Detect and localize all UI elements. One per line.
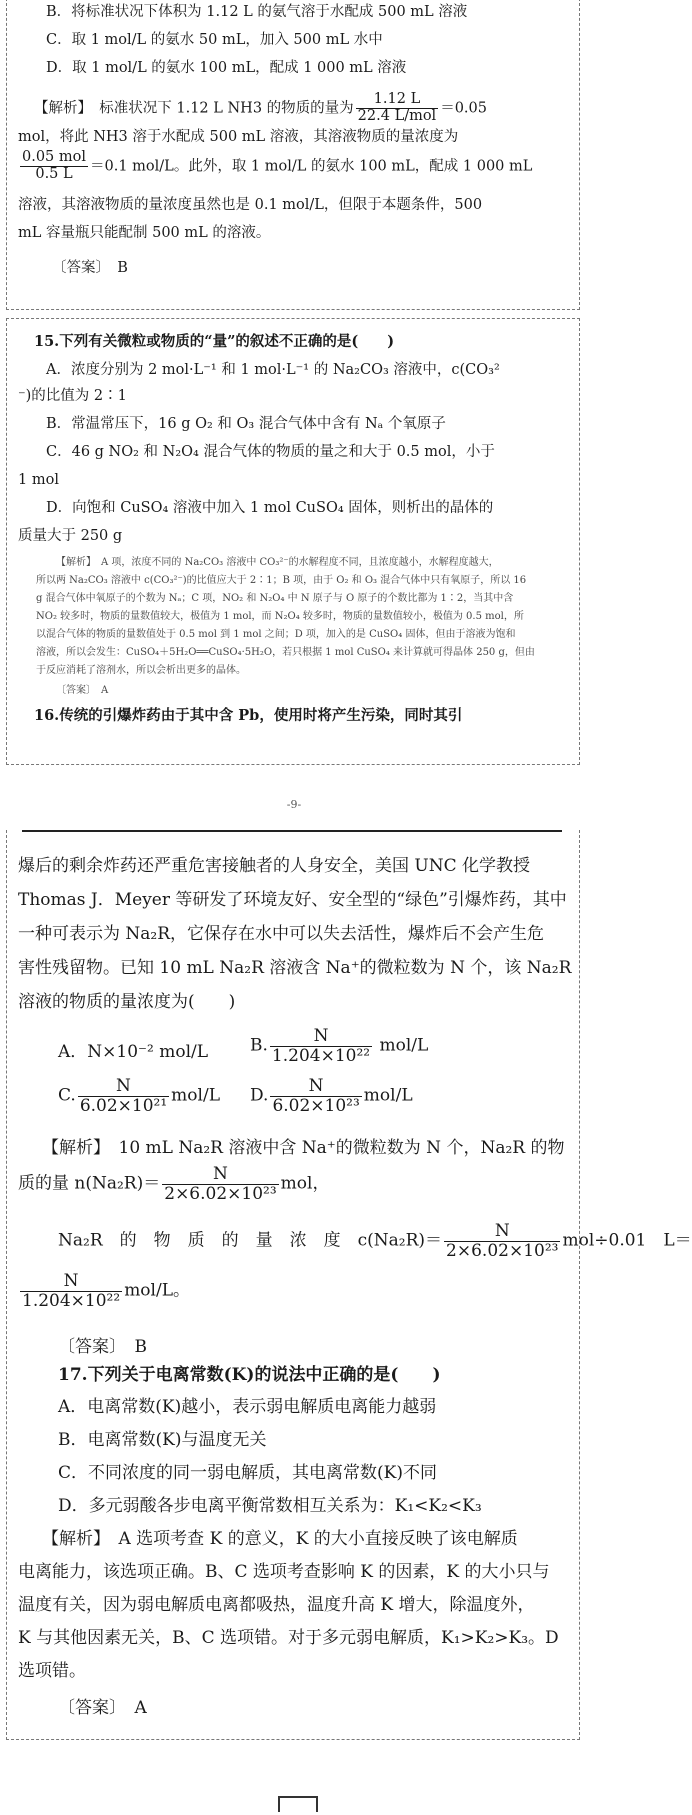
explanation-text: ＝0.1 mol/L。此外，取 1 mol/L 的氨水 100 mL，配成 1 000 mL [90, 158, 533, 175]
q16-line-5: 溶液的物质的量浓度为( ) [18, 992, 236, 1012]
q15-explanation-2: 所以两 Na₂CO₃ 溶液中 c(CO₃²⁻)的比值应大于 2∶1；B 项，由于 O₂ 和 O₃ 混合气体中只有氧原子，所以 16 [36, 575, 527, 586]
q15-explanation-3: g 混合气体中氧原子的个数为 Nₐ；C 项，NO₂ 和 N₂O₄ 中 N 原子与 O 原子的个数比都为 1∶2，当其中含 [36, 593, 514, 604]
q16-explanation-1: 【解析】 10 mL Na₂R 溶液中含 Na⁺的微粒数为 N 个，Na₂R 的物 [42, 1138, 565, 1158]
explanation-text: mol/L。 [124, 1280, 190, 1301]
q17-option-b: B．电离常数(K)与温度无关 [58, 1430, 267, 1450]
q16-line-3: 一种可表示为 Na₂R，它保存在水中可以失去活性，爆炸后不会产生危 [18, 924, 545, 944]
q16-option-b [250, 1027, 578, 1065]
numerator: N [78, 1077, 169, 1097]
q15-answer: 〔答案〕 A [56, 685, 109, 696]
numerator: N [270, 1027, 372, 1047]
denominator: 6.02×10²¹ [79, 1095, 168, 1116]
page-tab-mark [278, 1796, 318, 1812]
fraction [20, 150, 88, 183]
q16-explanation-4 [18, 1272, 578, 1310]
unit: mol/L [171, 1085, 220, 1106]
q15-option-b: B．常温常压下，16 g O₂ 和 O₃ 混合气体中含有 Nₐ 个氧原子 [46, 416, 446, 432]
q16-line-4: 害性残留物。已知 10 mL Na₂R 溶液含 Na⁺的微粒数为 N 个，该 Na₂R [18, 958, 572, 978]
q15-explanation-4: NO₂ 较多时，物质的量数值较大，极值为 1 mol，而 N₂O₄ 较多时，物质的量数值较小，极值为 0.5 mol，所 [36, 611, 524, 622]
option-d: D．取 1 mol/L 的氨水 100 mL，配成 1 000 mL 溶液 [46, 60, 407, 76]
question-16-start: 16.传统的引爆炸药由于其中含 Pb，使用时将产生污染，同时其引 [34, 707, 463, 724]
denominator: 0.5 L [35, 165, 73, 182]
q16-line-2: Thomas J．Meyer 等研发了环境友好、安全型的“绿色”引爆炸药，其中 [18, 890, 567, 910]
q17-answer: 〔答案〕 A [58, 1698, 147, 1718]
q16-explanation-2 [18, 1165, 578, 1203]
q15-explanation-6: 溶液，所以会发生：CuSO₄＋5H₂O══CuSO₄·5H₂O，若只根据 1 mol CuSO₄ 来计算就可得晶体 250 g，但由 [36, 647, 535, 658]
answer-14: 〔答案〕 B [52, 260, 128, 276]
q17-option-d: D．多元弱酸各步电离平衡常数相互关系为：K₁<K₂<K₃ [58, 1496, 482, 1516]
q16-option-a: A．N×10⁻² mol/L [58, 1042, 209, 1062]
q16-option-d [250, 1077, 578, 1115]
q15-option-d-1: D．向饱和 CuSO₄ 溶液中加入 1 mol CuSO₄ 固体，则析出的晶体的 [46, 500, 494, 516]
q15-option-d-2: 质量大于 250 g [18, 528, 123, 544]
q16-answer: 〔答案〕 B [58, 1337, 147, 1357]
q17-explanation-3: 温度有关，因为弱电解质电离都吸热，温度升高 K 增大，除温度外， [18, 1595, 535, 1615]
option-letter: B. [250, 1035, 268, 1056]
page-number: -9- [286, 798, 302, 811]
question-15: 15.下列有关微粒或物质的“量”的叙述不正确的是( ) [34, 333, 395, 350]
q17-option-c: C．不同浓度的同一弱电解质，其电离常数(K)不同 [58, 1463, 437, 1483]
fraction [444, 1222, 560, 1260]
numerator: N [270, 1077, 361, 1097]
unit: mol/L [363, 1085, 413, 1106]
option-c: C．取 1 mol/L 的氨水 50 mL，加入 500 mL 水中 [46, 32, 383, 48]
q16-line-1: 爆后的剩余炸药还严重危害接触者的人身安全，美国 UNC 化学教授 [18, 856, 531, 876]
fraction [356, 92, 439, 125]
explanation-line-2: mol，将此 NH3 溶于水配成 500 mL 溶液，其溶液物质的量浓度为 [18, 129, 459, 145]
option-b: B．将标准状况下体积为 1.12 L 的氨气溶于水配成 500 mL 溶液 [46, 4, 468, 20]
numerator: N [162, 1165, 278, 1185]
question-17: 17.下列关于电离常数(K)的说法中正确的是( ) [58, 1365, 441, 1385]
q15-option-a-1: A．浓度分别为 2 mol·L⁻¹ 和 1 mol·L⁻¹ 的 Na₂CO₃ 溶液中，c(CO₃² [46, 362, 500, 378]
denominator: 1.204×10²² [22, 1290, 121, 1311]
denominator: 2×6.02×10²³ [446, 1240, 559, 1261]
fraction [20, 1272, 122, 1310]
q15-option-a-2: ⁻)的比值为 2∶1 [18, 388, 127, 404]
fraction [270, 1077, 361, 1115]
explanation-text: 质的量 n(Na₂R)＝ [18, 1173, 161, 1194]
explanation-text: 【解析】 标准状况下 1.12 L NH3 的物质的量为 [34, 100, 354, 117]
q17-explanation-2: 电离能力，该选项正确。B、C 选项考查影响 K 的因素，K 的大小只与 [18, 1562, 550, 1582]
q15-option-c-1: C．46 g NO₂ 和 N₂O₄ 混合气体的物质的量之和大于 0.5 mol，小于 [46, 444, 495, 460]
option-letter: C. [58, 1085, 76, 1106]
explanation-line-1 [34, 92, 578, 125]
q15-option-c-2: 1 mol [18, 472, 59, 488]
denominator: 2×6.02×10²³ [164, 1183, 277, 1204]
numerator: 0.05 mol [22, 149, 87, 165]
unit: mol/L [374, 1035, 429, 1056]
q17-explanation-5: 选项错。 [18, 1661, 86, 1681]
explanation-text: Na₂R 的 物 质 的 量 浓 度 c(Na₂R)＝ [58, 1230, 443, 1251]
explanation-line-5: mL 容量瓶只能配制 500 mL 的溶液。 [18, 225, 271, 241]
fraction [78, 1077, 169, 1115]
numerator: N [20, 1272, 122, 1292]
q17-explanation-1: 【解析】 A 选项考查 K 的意义，K 的大小直接反映了该电解质 [42, 1529, 518, 1549]
explanation-text: mol， [280, 1173, 330, 1194]
q16-explanation-3 [58, 1221, 692, 1261]
denominator: 22.4 L/mol [357, 107, 437, 124]
q15-explanation-1: 【解析】 A 项，浓度不同的 Na₂CO₃ 溶液中 CO₃²⁻的水解程度不同，且浓度越小，水解程度越大， [56, 557, 499, 568]
denominator: 1.204×10²² [271, 1045, 371, 1066]
explanation-text: ＝0.05 [440, 100, 487, 117]
denominator: 6.02×10²³ [272, 1095, 360, 1116]
q17-option-a: A．电离常数(K)越小，表示弱电解质电离能力越弱 [58, 1397, 437, 1417]
explanation-line-4: 溶液，其溶液物质的量浓度虽然也是 0.1 mol/L，但限于本题条件，500 [18, 197, 483, 213]
fraction [270, 1027, 372, 1065]
explanation-line-3 [18, 150, 578, 183]
option-letter: D. [250, 1085, 269, 1106]
q15-explanation-7: 于反应消耗了溶剂水，所以会析出更多的晶体。 [36, 665, 246, 676]
q17-explanation-4: K 与其他因素无关，B、C 选项错。对于多元弱电解质，K₁>K₂>K₃。D [18, 1628, 559, 1648]
fraction [162, 1165, 278, 1203]
explanation-text: mol÷0.01 L＝ [562, 1230, 692, 1251]
q15-explanation-5: 以混合气体的物质的量数值处于 0.5 mol 到 1 mol 之间；D 项，加入的是 CuSO₄ 固体，但由于溶液为饱和 [36, 629, 516, 640]
numerator: N [444, 1222, 560, 1242]
numerator: 1.12 L [356, 92, 439, 109]
